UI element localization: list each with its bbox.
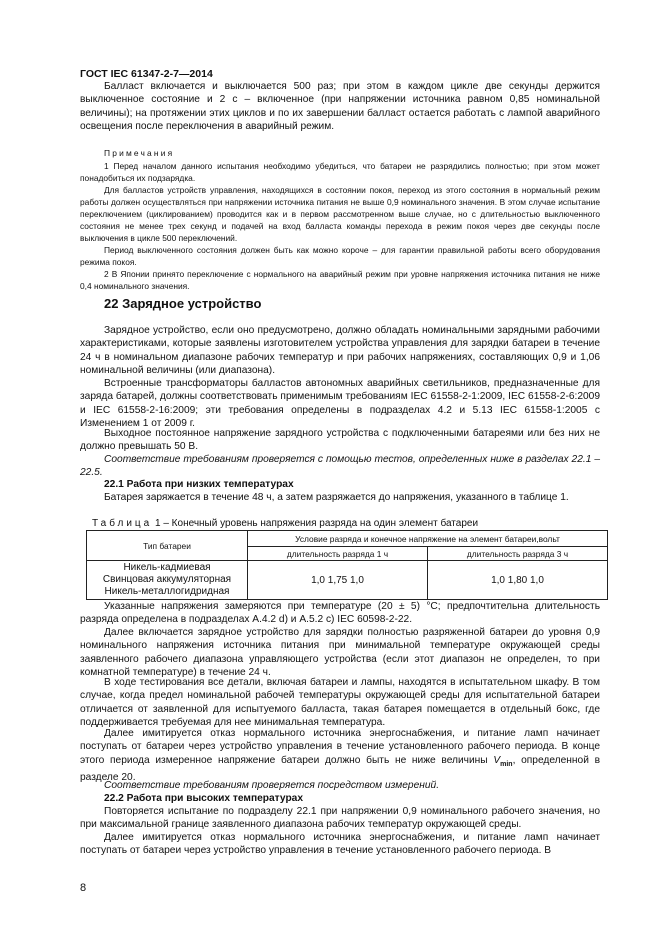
intro-paragraph: Балласт включается и выключается 500 раз; при этом в каждом цикле две секунды держится выключенное состояние и 2 с – включенное (при напряжении источника равном 0,85 номинальной величины); на протяжении этих циклов и по их завершении балласт остается работать с лампой аварийного освещения после переключения в аварийный режим. bbox=[80, 81, 600, 132]
v-min-symbol: V bbox=[493, 754, 501, 766]
table-caption-word: Таблица bbox=[92, 518, 153, 529]
note-1-paragraph-3: Период выключенного состояния должен быть как можно короче – для гарантии правильной работы всего оборудования режима покоя. bbox=[80, 245, 600, 267]
after-table-paragraph-1: Указанные напряжения замеряются при температуре (20 ± 5) °С; предпочтительна длительность разряда определена в подразделах А.4.2 d) и А.5.2 с) IEC 60598-2-22. bbox=[80, 601, 600, 626]
note-1: 1 Перед началом данного испытания необходимо убедиться, что батареи не разрядились полностью; при этом может понадобиться их подзарядка. bbox=[80, 161, 600, 183]
battery-type-nimh: Никель-металлогидридная bbox=[104, 586, 230, 597]
v-min-subscript: min bbox=[500, 760, 513, 768]
battery-type-lead-acid: Свинцовая аккумуляторная bbox=[102, 574, 232, 585]
after-table-paragraph-4-end: , определенной в разделе 20. bbox=[80, 754, 600, 783]
notes-title: Примечания bbox=[104, 148, 175, 158]
after-table-paragraph-3: В ходе тестирования все детали, включая батареи и лампы, находятся в испытательном шкафу. В том случае, когда предел номинальной рабочей температуры окружающей среды для испытательной батареи отличается от заявленной для испытуемого балласта, такая батарея помещается в отдельный бокс, где поддерживается требуемая для нее минимальная температура. bbox=[80, 677, 600, 728]
table-caption-text: 1 – Конечный уровень напряжения разряда на один элемент батареи bbox=[155, 518, 479, 529]
section-22-paragraph-1: Зарядное устройство, если оно предусмотрено, должно обладать номинальными зарядными рабочими характеристиками, которые заявлены изготовителем устройства управления для зарядки батареи в течение 24 ч в номинальном диапазоне рабочих температур и при рабочих напряжениях, составляющих 0,9 и 1,06 номинальной величины (или диапазона). bbox=[80, 325, 600, 376]
discharge-voltage-table bbox=[86, 530, 608, 600]
table-header-1h: длительность разряда 1 ч bbox=[248, 547, 428, 561]
section-22-compliance: Соответствие требованиям проверяется с помощью тестов, определенных ниже в разделах 22.1 – 22.5. bbox=[80, 454, 600, 479]
table-header-battery-type: Тип батареи bbox=[87, 531, 248, 561]
section-22-paragraph-3: Выходное постоянное напряжение зарядного устройства с подключенными батареями или без них не должно превышать 50 В. bbox=[80, 428, 600, 453]
table-header-3h: длительность разряда 3 ч bbox=[427, 547, 607, 561]
table-caption bbox=[92, 518, 478, 529]
document-header: ГОСТ IEC 61347-2-7—2014 bbox=[80, 68, 213, 80]
battery-type-nicd: Никель-кадмиевая bbox=[123, 562, 211, 573]
subsection-22-1-paragraph: Батарея заряжается в течение 48 ч, а затем разряжается до напряжения, указанного в таблице 1. bbox=[104, 492, 569, 503]
section-22-title: 22 Зарядное устройство bbox=[104, 296, 262, 311]
after-table-compliance: Соответствие требованиям проверяется посредством измерений. bbox=[104, 780, 440, 791]
page-number: 8 bbox=[80, 882, 87, 894]
table-cell-values-3h: 1,0 1,80 1,0 bbox=[427, 561, 607, 600]
subsection-22-2-paragraph-1: Повторяется испытание по подразделу 22.1 при напряжении 0,9 номинального рабочего значения, но при максимальной границе заявленного диапазона рабочих температур окружающей среды. bbox=[80, 806, 600, 831]
note-2: 2 В Японии принято переключение с нормального на аварийный режим при уровне напряжения источника питания не ниже 0,4 номинального значения. bbox=[80, 269, 600, 291]
after-table-paragraph-4-text: Далее имитируется отказ нормального источника энергоснабжения, и питание ламп начинает поступать от батареи через устройство управления в течение установленного рабочего периода. В конце этого периода измеренное напряжение батареи должно быть не ниже величины bbox=[80, 728, 600, 766]
section-22-paragraph-2: Встроенные трансформаторы балластов автономных аварийных светильников, предназначенные для заряда батарей, должны соответствовать применимым требованиям IEC 61558-2-1:2009, IEC 61558-2-6:2009 и IEC 61558-2-16:2009; эти требования определены в подразделах 4.2 и 5.13 IEC 61558-1:2005 с Изменением 1 от 2009 г. bbox=[80, 378, 600, 429]
subsection-22-2-paragraph-2: Далее имитируется отказ нормального источника энергоснабжения, и питание ламп начинает поступать от батареи через устройство управления в течение установленного рабочего периода. В bbox=[80, 832, 600, 857]
table-cell-values-1h: 1,0 1,75 1,0 bbox=[248, 561, 428, 600]
note-1-paragraph-2: Для балластов устройств управления, находящихся в состоянии покоя, переход из этого состояния в нормальный режим работы должен осуществляться при напряжении источника питания не выше 0,9 номинального значения. В этом случае испытание переключением (циклированием) проводится как и в первом рассмотренном выше случае, но с длительностью выключенного состояния не менее трех секунд и подачей на вход балласта команды перехода в режим покоя через две секунды после выключения в цикле 500 переключений. bbox=[80, 185, 600, 243]
subsection-22-2-title: 22.2 Работа при высоких температурах bbox=[104, 793, 304, 804]
after-table-paragraph-4 bbox=[80, 727, 600, 784]
after-table-paragraph-2: Далее включается зарядное устройство для зарядки полностью разряженной батареи до уровня 0,9 номинального напряжения источника питания при минимальной температуре окружающей среды заявленного рабочего диапазона управляющего устройства (если этот диапазон не определен, то при комнатной температуре) в течение 24 ч. bbox=[80, 627, 600, 678]
subsection-22-1-title: 22.1 Работа при низких температурах bbox=[104, 479, 294, 490]
table-header-discharge-condition: Условие разряда и конечное напряжение на элемент батареи,вольт bbox=[248, 531, 608, 547]
table-cell-battery-types bbox=[87, 561, 248, 600]
